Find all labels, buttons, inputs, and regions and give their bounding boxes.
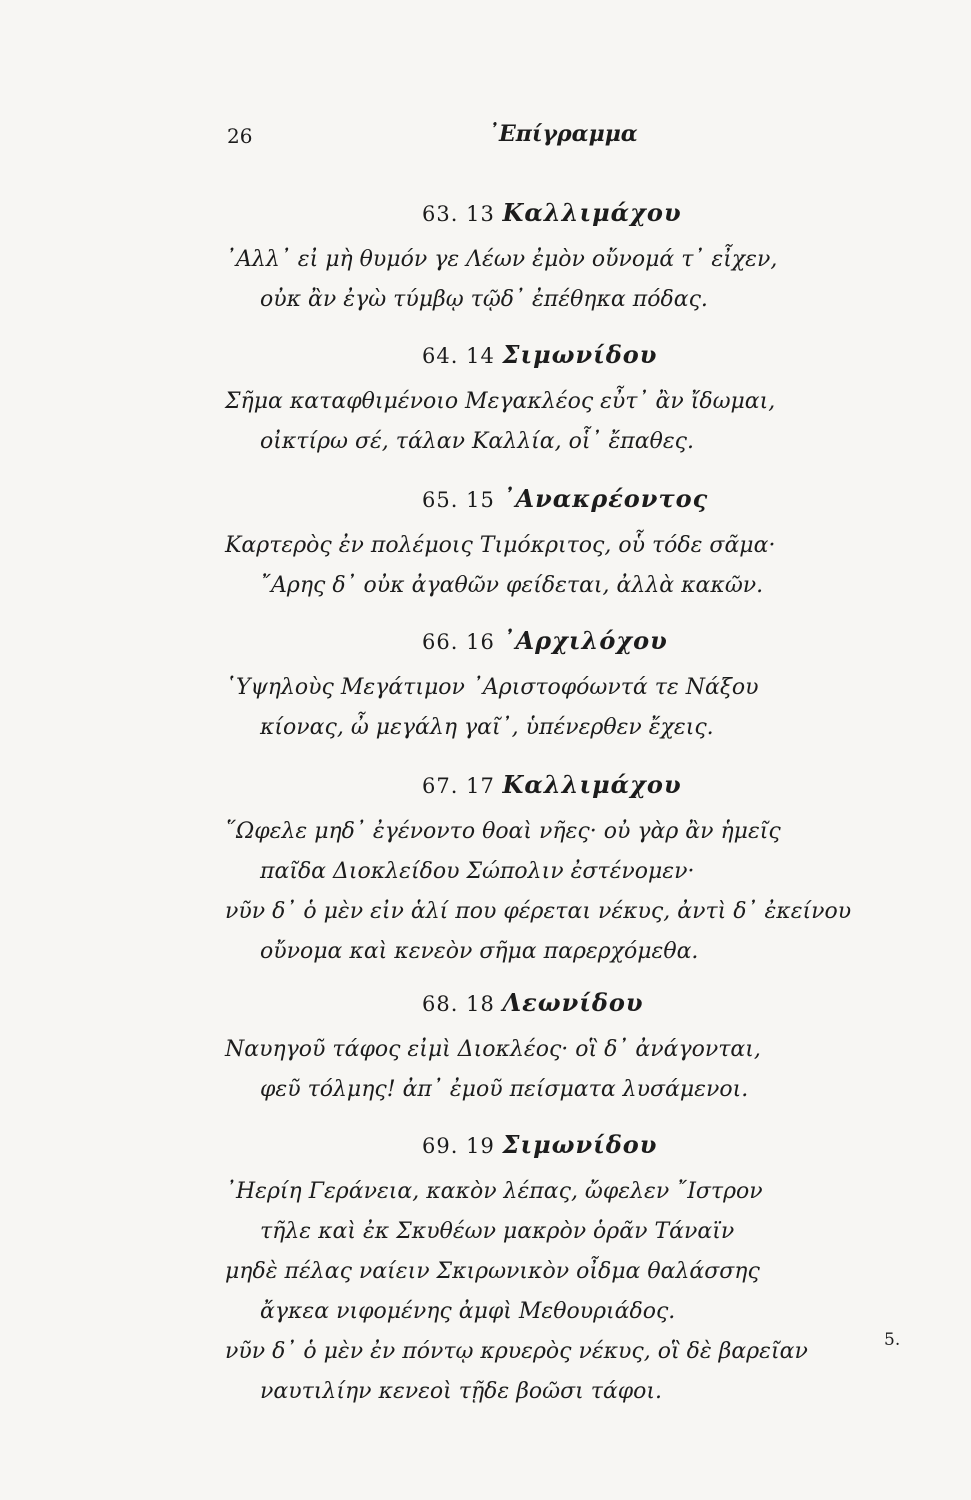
epigram-source-number: 13 (466, 202, 495, 226)
epigram-number: 67. (422, 774, 459, 798)
epigram-heading (225, 340, 925, 382)
epigram-author: Σιμωνίδου (502, 340, 658, 369)
verse-line: Καρτερὸς ἐν πολέμοις Τιμόκριτος, οὗ τόδε σᾶμα· (225, 533, 776, 558)
verse-line: οἰκτίρω σέ, τάλαν Καλλία, οἷ᾿ ἔπαθες. (260, 429, 694, 454)
epigram-heading (225, 770, 925, 812)
epigram-number: 66. (422, 630, 459, 654)
epigram-number: 64. (422, 344, 459, 368)
epigram-heading (225, 198, 925, 240)
epigram-67 (225, 770, 925, 972)
epigram-number: 65. (422, 488, 459, 512)
epigram-number: 69. (422, 1134, 459, 1158)
verse-line: ῾Υψηλοὺς Μεγάτιμον ᾿Αριστοφόωντά τε Νάξου (225, 675, 759, 700)
verse-line: μηδὲ πέλας ναίειν Σκιρωνικὸν οἶδμα θαλάσσης (225, 1259, 760, 1284)
epigram-author: Σιμωνίδου (502, 1130, 658, 1159)
verse-line: ῎Αρης δ᾿ οὐκ ἀγαθῶν φείδεται, ἀλλὰ κακῶν. (260, 573, 764, 598)
epigram-heading (225, 626, 925, 668)
epigram-source-number: 15 (466, 488, 495, 512)
verse-line: φεῦ τόλμης! ἀπ᾿ ἐμοῦ πείσματα λυσάμενοι. (260, 1077, 749, 1102)
verse-line: Ναυηγοῦ τάφος εἰμὶ Διοκλέος· οἳ δ᾿ ἀνάγονται, (225, 1037, 761, 1062)
epigram-author: Λεωνίδου (502, 988, 644, 1017)
running-title: ᾿Επίγραμμα (488, 121, 638, 147)
margin-line-number: 5. (884, 1330, 901, 1350)
verse-line: Σῆμα καταφθιμένοιο Μεγακλέος εὖτ᾿ ἂν ἴδωμαι, (225, 389, 776, 414)
epigram-heading (225, 988, 925, 1030)
verse-line: παῖδα Διοκλείδου Σώπολιν ἐστένομεν· (260, 859, 695, 884)
epigram-68 (225, 988, 925, 1110)
epigram-heading (225, 484, 925, 526)
verse-line: ἄγκεα νιφομένης ἀμφὶ Μεθουριάδος. (260, 1299, 676, 1324)
epigram-64 (225, 340, 925, 462)
verse-line: οὔνομα καὶ κενεὸν σῆμα παρερχόμεθα. (260, 939, 699, 964)
epigram-63 (225, 198, 925, 320)
verse-line: κίονας, ὦ μεγάλη γαῖ᾿, ὑπένερθεν ἔχεις. (260, 715, 714, 740)
epigram-source-number: 14 (466, 344, 495, 368)
verse-line: ῞Ωφελε μηδ᾿ ἐγένοντο θοαὶ νῆες· οὐ γὰρ ἂν ἡμεῖς (225, 819, 781, 844)
epigram-heading (225, 1130, 925, 1172)
page-number: 26 (227, 124, 253, 148)
verse-line: νῦν δ᾿ ὁ μὲν ἐν πόντῳ κρυερὸς νέκυς, οἳ δὲ βαρεῖαν (225, 1339, 808, 1364)
verse-line: τῆλε καὶ ἐκ Σκυθέων μακρὸν ὁρᾶν Τάναϊν (260, 1219, 735, 1244)
verse-line: ᾿Ηερίη Γεράνεια, κακὸν λέπας, ὤφελεν ῎Ιστρον (225, 1179, 763, 1204)
epigram-source-number: 18 (466, 992, 495, 1016)
epigram-69 (225, 1130, 925, 1412)
epigram-source-number: 19 (466, 1134, 495, 1158)
verse-line: οὐκ ἂν ἐγὼ τύμβῳ τῷδ᾿ ἐπέθηκα πόδας. (260, 287, 708, 312)
epigram-author: Καλλιμάχου (502, 770, 682, 799)
verse-line: νῦν δ᾿ ὁ μὲν εἰν ἁλί που φέρεται νέκυς, ἀντὶ δ᾿ ἐκείνου (225, 899, 852, 924)
epigram-author: ᾿Ανακρέοντος (502, 484, 709, 513)
verse-line: ναυτιλίην κενεοὶ τῇδε βοῶσι τάφοι. (260, 1379, 663, 1404)
epigram-source-number: 17 (466, 774, 495, 798)
epigram-author: ᾿Αρχιλόχου (502, 626, 668, 655)
epigram-65 (225, 484, 925, 606)
epigram-source-number: 16 (466, 630, 495, 654)
epigram-author: Καλλιμάχου (502, 198, 682, 227)
epigram-number: 63. (422, 202, 459, 226)
verse-line: ᾿Αλλ᾿ εἰ μὴ θυμόν γε Λέων ἐμὸν οὔνομά τ᾿ εἶχεν, (225, 247, 778, 272)
epigram-66 (225, 626, 925, 748)
epigram-number: 68. (422, 992, 459, 1016)
